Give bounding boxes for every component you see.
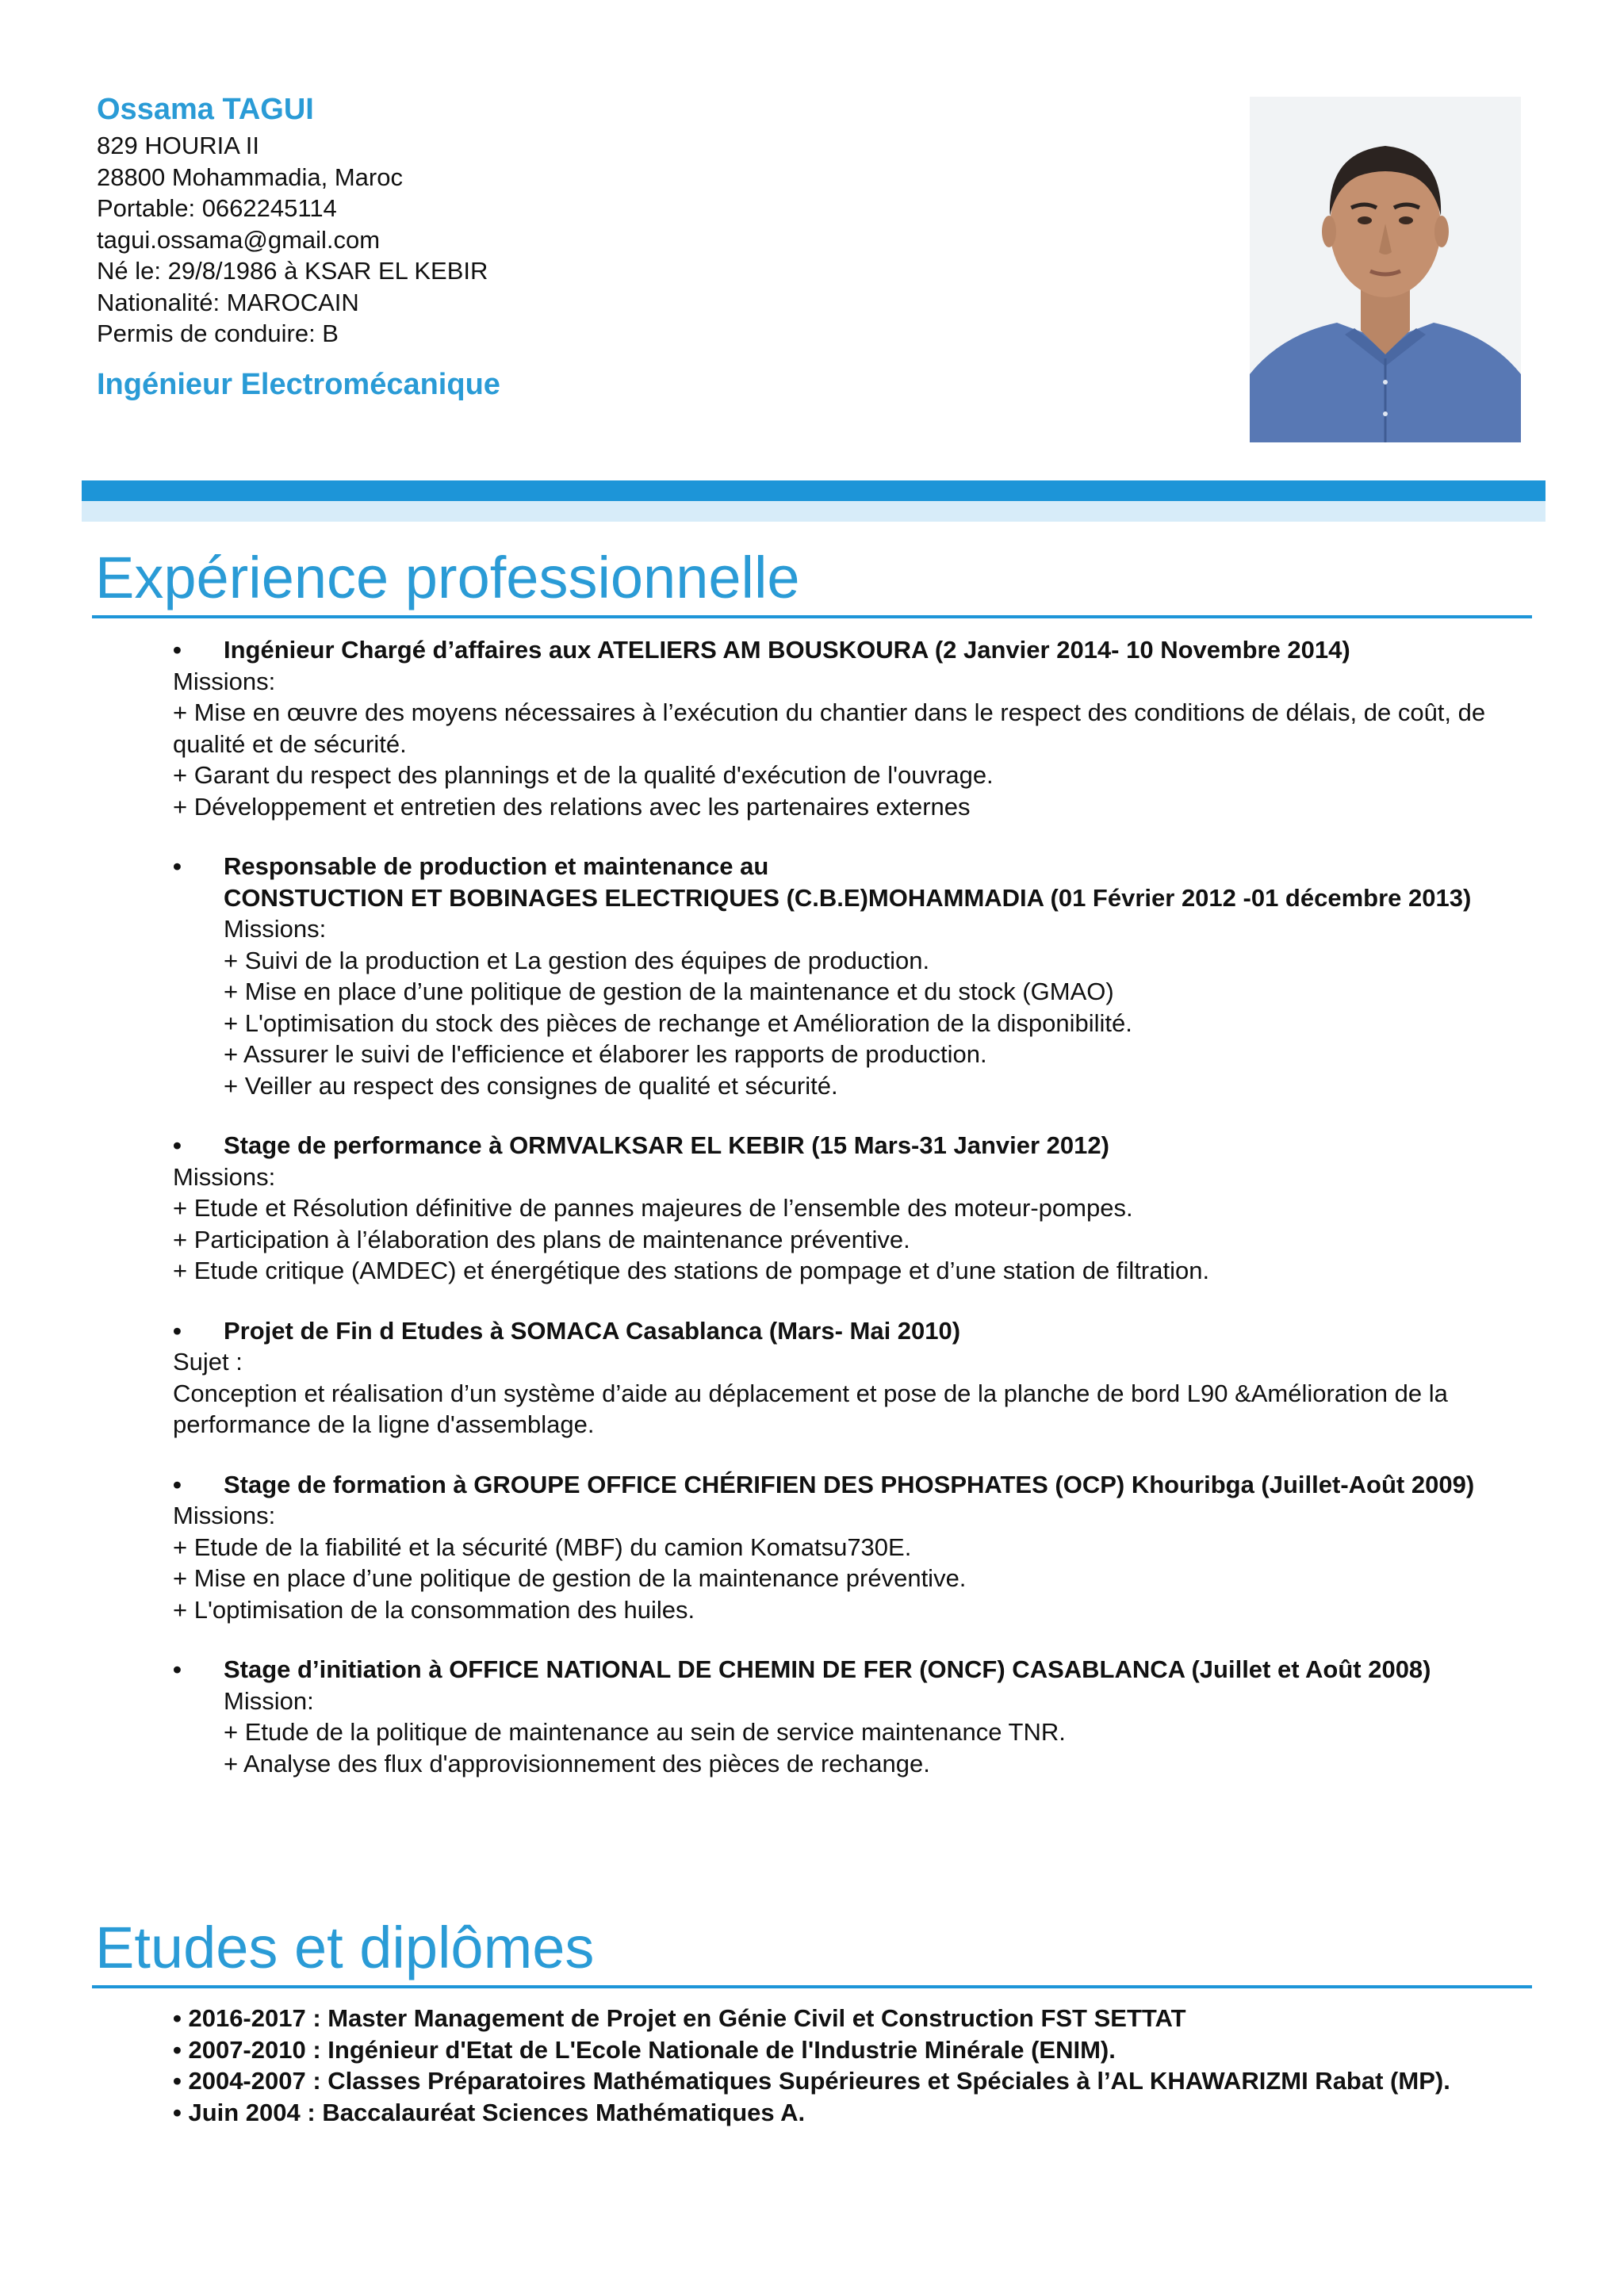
education-list (173, 2003, 1537, 2128)
job-title: Ingénieur Electromécanique (97, 367, 500, 401)
entry-line: Missions: (224, 915, 327, 943)
entry-title: CONSTUCTION ET BOBINAGES ELECTRIQUES (C.B.E)MOHAMMADIA (01 Février 2012 -01 décembre 2013) (224, 883, 1472, 912)
entry-line: + Etude de la politique de maintenance au sein de service maintenance TNR. (224, 1718, 1066, 1746)
entry-title: Stage de formation à GROUPE OFFICE CHÉRIFIEN DES PHOSPHATES (OCP) Khouribga (Juillet-Août 2009) (224, 1470, 1475, 1498)
bullet: • (173, 1470, 182, 1498)
nationality-line: Nationalité: MAROCAIN (97, 288, 359, 316)
experience-title: Expérience professionnelle (95, 545, 800, 610)
bullet: • (173, 1131, 182, 1159)
entry-line: + Etude critique (AMDEC) et énergétique des stations de pompage et d’une station de filtration. (173, 1257, 1210, 1284)
entry-line: + Analyse des flux d'approvisionnement des pièces de rechange. (224, 1749, 930, 1777)
entry-title: Responsable de production et maintenance au (224, 852, 769, 880)
entry-line: + Suivi de la production et La gestion des équipes de production. (224, 946, 930, 974)
experience-entry (173, 851, 1537, 1101)
education-title: Etudes et diplômes (95, 1915, 595, 1980)
entry-title: Stage d’initiation à OFFICE NATIONAL DE CHEMIN DE FER (ONCF) CASABLANCA (Juillet et Août 2008) (224, 1655, 1431, 1683)
bullet: • (173, 636, 182, 664)
experience-entry (173, 1315, 1537, 1441)
entry-line: + Mise en place d’une politique de gestion de la maintenance préventive. (173, 1564, 967, 1592)
address-line: 829 HOURIA II (97, 132, 260, 159)
birth-line: Né le: 29/8/1986 à KSAR EL KEBIR (97, 257, 488, 285)
bullet: • (173, 1655, 182, 1683)
license-line: Permis de conduire: B (97, 320, 339, 347)
education-item: • 2004-2007 : Classes Préparatoires Mathématiques Supérieures et Spéciales à l’AL KHAWARIZMI Rabat (MP). (173, 2067, 1450, 2095)
entry-line: + Assurer le suivi de l'efficience et élaborer les rapports de production. (224, 1040, 987, 1068)
profile-photo (1250, 97, 1521, 442)
entry-line: + L'optimisation du stock des pièces de rechange et Amélioration de la disponibilité. (224, 1008, 1132, 1037)
experience-list (173, 634, 1537, 1808)
entry-line: + Garant du respect des plannings et de la qualité d'exécution de l'ouvrage. (173, 761, 994, 789)
experience-entry (173, 1654, 1537, 1779)
education-item: • 2016-2017 : Master Management de Projet en Génie Civil et Construction FST SETTAT (173, 2004, 1186, 2032)
education-rule (92, 1985, 1532, 1988)
header (97, 89, 1128, 435)
entry-title: Stage de performance à ORMVALKSAR EL KEBIR (15 Mars-31 Janvier 2012) (224, 1131, 1109, 1159)
phone-line: Portable: 0662245114 (97, 194, 337, 222)
entry-line: Missions: (173, 667, 276, 695)
education-item: • Juin 2004 : Baccalauréat Sciences Mathématiques A. (173, 2098, 806, 2126)
entry-line: + Mise en œuvre des moyens nécessaires à l’exécution du chantier dans le respect des conditions de délais, de coût, de qualité et de sécurité. (173, 698, 1486, 758)
entry-line: + Développement et entretien des relations avec les partenaires externes (173, 792, 971, 821)
entry-title: Ingénieur Chargé d’affaires aux ATELIERS AM BOUSKOURA (2 Janvier 2014- 10 Novembre 2014) (224, 636, 1350, 664)
email-line: tagui.ossama@gmail.com (97, 225, 381, 254)
bullet: • (173, 1316, 182, 1345)
education-item: • 2007-2010 : Ingénieur d'Etat de L'Ecole Nationale de l'Industrie Minérale (ENIM). (173, 2035, 1116, 2064)
entry-line: Missions: (173, 1162, 276, 1191)
city-line: 28800 Mohammadia, Maroc (97, 163, 403, 191)
header-band-light (82, 501, 1545, 522)
entry-line: + Etude et Résolution définitive de pannes majeures de l’ensemble des moteur-pompes. (173, 1194, 1133, 1222)
entry-line: + L'optimisation de la consommation des huiles. (173, 1595, 695, 1624)
entry-line: Conception et réalisation d’un système d’aide au déplacement et pose de la planche de bord L90 &Amélioration de la performance de la ligne d'assemblage. (173, 1379, 1448, 1438)
entry-line: Mission: (224, 1686, 314, 1715)
entry-line: Missions: (173, 1502, 276, 1529)
header-band-dark (82, 480, 1545, 501)
entry-title: Projet de Fin d Etudes à SOMACA Casablanca (Mars- Mai 2010) (224, 1316, 961, 1345)
experience-rule (92, 615, 1532, 618)
candidate-name: Ossama TAGUI (97, 93, 314, 126)
experience-entry (173, 1469, 1537, 1626)
bullet: • (173, 852, 182, 880)
experience-entry (173, 1130, 1537, 1287)
entry-line: + Etude de la fiabilité et la sécurité (MBF) du camion Komatsu730E. (173, 1533, 912, 1561)
entry-line: + Veiller au respect des consignes de qualité et sécurité. (224, 1071, 838, 1100)
entry-line: + Mise en place d’une politique de gestion de la maintenance et du stock (GMAO) (224, 978, 1114, 1005)
experience-entry (173, 634, 1537, 822)
portrait-image (1250, 97, 1521, 442)
entry-line: Sujet : (173, 1348, 243, 1376)
entry-line: + Participation à l’élaboration des plans de maintenance préventive. (173, 1225, 910, 1253)
